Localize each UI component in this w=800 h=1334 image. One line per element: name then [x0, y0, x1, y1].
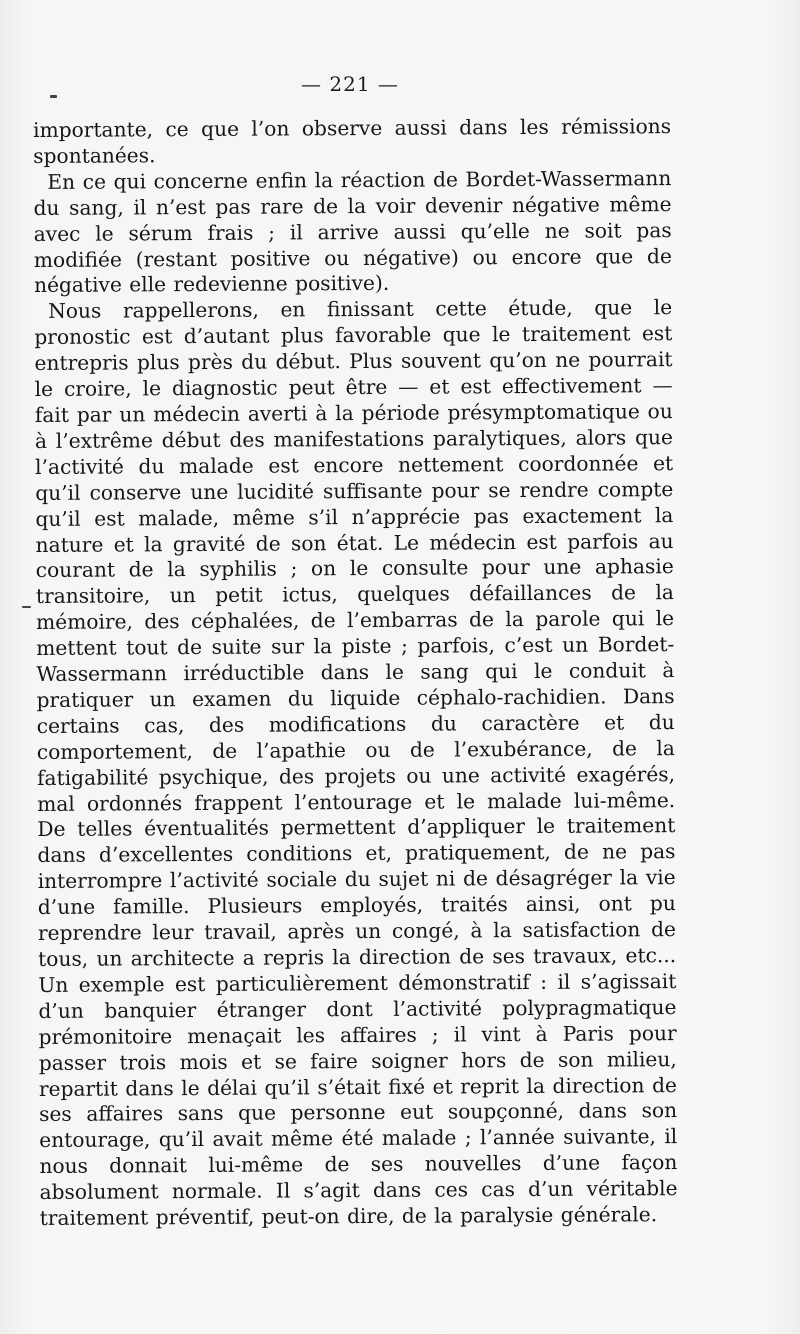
paragraph-bordet-wassermann: En ce qui concerne enfin la réaction de Bordet-Wassermann du sang, il n’est pas rare de la voir devenir négative même avec le sérum frais ; il arrive aussi qu’elle ne soit pas modifiée (restant positive ou négative) ou encore que de négative elle redevienne positive). — [33, 165, 672, 298]
paragraph-pronostic: Nous rappellerons, en finissant cette étude, que le pronostic est d’autant plus favorable que le traitement est entrepris plus près du début. Plus souvent qu’on ne pourrait le croire, le diagnostic peut être — et est effectivement — fait par un médecin averti à la période présymptomatique ou à l’extrême début des manifestations paralytiques, alors que l’activité du malade est encore nettement coordonnée et qu’il conserve une lucidité suffisante pour se rendre compte qu’il est malade, même s’il n’apprécie pas exactement la nature et la gravité de son état. Le médecin est parfois au courant de la syphilis ; on le consulte pour une aphasie transitoire, un petit ictus, quelques défaillances de la mémoire, des céphalées, de l’embarras de la parole qui le mettent tout de suite sur la piste ; parfois, c’est un Bordet-Wassermann irréductible dans le sang qui le conduit à pratiquer un examen du liquide céphalo-rachidien. Dans certains cas, des modifications du caractère et du comportement, de l’apathie ou de l’exubérance, de la fatigabilité psychique, des projets ou une activité exagérés, mal ordonnés frappent l’entourage et le malade lui-même. De telles éventualités permettent d’appliquer le traitement dans d’excellentes conditions et, pratiquement, de ne pas interrompre l’activité sociale du sujet ni de désagréger la vie d’une famille. Plusieurs employés, traités ainsi, ont pu reprendre leur travail, après un congé, à la satisfaction de tous, un architecte a repris la direction de ses travaux, etc... Un exemple est particulièrement démonstratif : il s’agissait d’un banquier étranger dont l’activité polypragmatique prémonitoire menaçait les affaires ; il vint à Paris pour passer trois mois et se faire soigner hors de son milieu, repartit dans le délai qu’il s’était fixé et reprit la direction de ses affaires sans que personne eut soupçonné, dans son entourage, qu’il avait même été malade ; l’année suivante, il nous donnait lui-même de ses nouvelles d’une façon absolument normale. Il s’agit dans ces cas d’un véritable traitement préventif, peut-on dire, de la paralysie générale. — [34, 295, 678, 1231]
ink-speck — [22, 606, 31, 608]
paragraph-continuation: importante, ce que l’on observe aussi dans les rémissions spontanées. — [33, 114, 672, 168]
body-text — [33, 114, 678, 1232]
page-number: — 221 — — [301, 72, 399, 96]
